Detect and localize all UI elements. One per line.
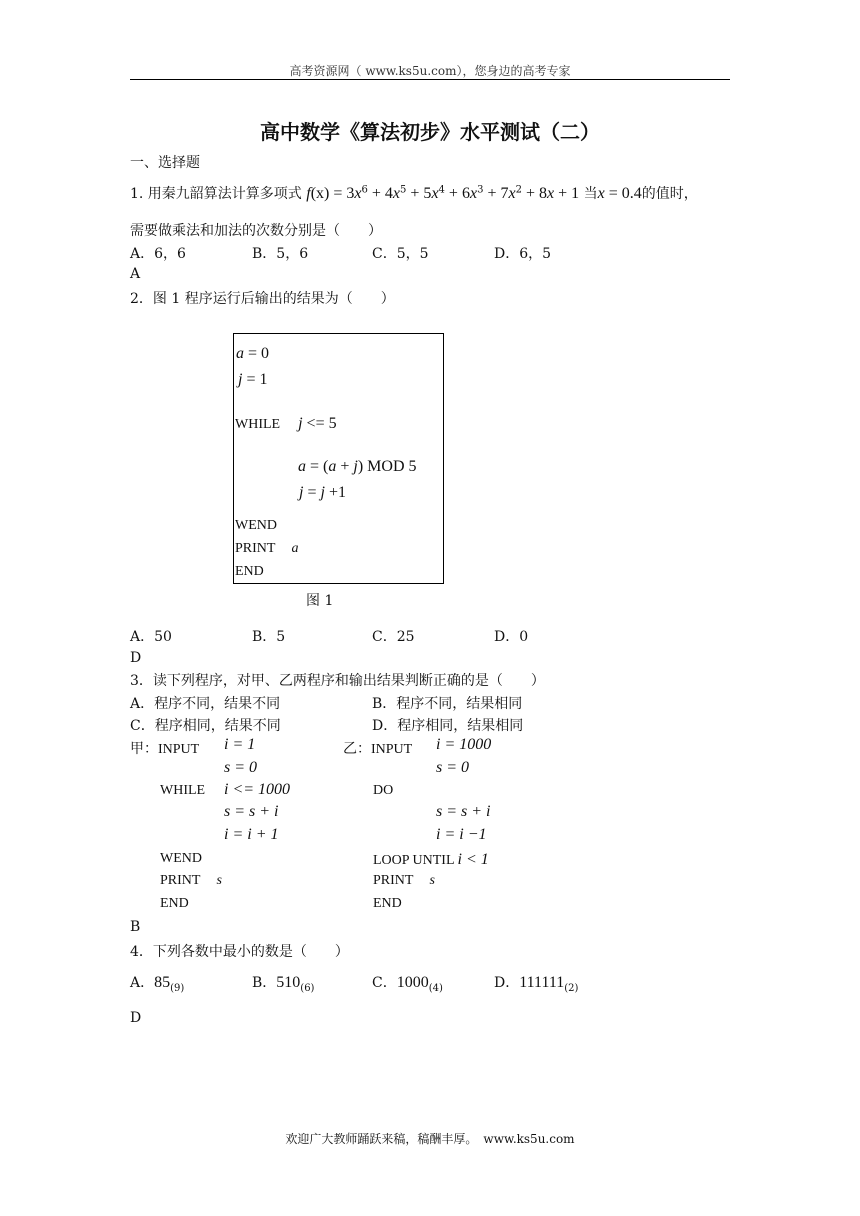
document-title: 高中数学《算法初步》水平测试（二） bbox=[260, 120, 600, 144]
q1-stem bbox=[130, 183, 698, 203]
option-base: (2) bbox=[564, 982, 579, 994]
yi-line-1: i = 1000 bbox=[436, 736, 492, 753]
code-text: +1 bbox=[324, 484, 346, 501]
q1-s1: 6 bbox=[361, 184, 368, 196]
code-keyword: LOOP UNTIL bbox=[373, 853, 455, 868]
option-number: 510 bbox=[276, 974, 301, 991]
q2-option-c: C．25 bbox=[372, 629, 415, 645]
q1-p3: + 6 bbox=[444, 185, 470, 202]
yi-loop-until bbox=[373, 851, 489, 869]
q1-line2: 需要做乘法和加法的次数分别是（ ） bbox=[130, 223, 382, 239]
code-keyword: PRINT bbox=[160, 873, 201, 888]
q1-answer: A bbox=[130, 266, 141, 282]
yi-line-4: s = s + i bbox=[436, 803, 491, 820]
q1-p1: + 4 bbox=[367, 185, 393, 202]
q1-option-a: A．6，6 bbox=[130, 246, 186, 262]
code-text: <= 5 bbox=[302, 415, 337, 432]
q4-option-c bbox=[372, 972, 443, 994]
q1-p4: + 7 bbox=[483, 185, 509, 202]
q4-stem: 4．下列各数中最小的数是（ ） bbox=[130, 944, 349, 960]
code-line-end: END bbox=[235, 564, 264, 579]
q2-answer: D bbox=[130, 650, 142, 666]
q1-option-d: D．6，5 bbox=[494, 246, 552, 262]
code-text: = 0 bbox=[244, 345, 270, 362]
q1-t4: x bbox=[469, 185, 478, 202]
yi-line-5: i = i −1 bbox=[436, 826, 487, 843]
jia-end: END bbox=[160, 896, 189, 911]
section-heading: 一、选择题 bbox=[130, 155, 200, 171]
q4-option-d bbox=[494, 972, 578, 994]
yi-line-2: s = 0 bbox=[436, 759, 470, 776]
code-var: a bbox=[328, 458, 337, 475]
code-text: = 1 bbox=[242, 371, 268, 388]
q2-option-a: A．50 bbox=[130, 629, 172, 645]
code-var: s bbox=[429, 873, 435, 888]
q1-t6: x bbox=[546, 185, 555, 202]
code-text: = bbox=[303, 484, 321, 501]
code-var: a bbox=[291, 541, 299, 556]
q3-stem: 3．读下列程序，对甲、乙两程序和输出结果判断正确的是（ ） bbox=[130, 673, 545, 689]
q1-t2: x bbox=[392, 185, 401, 202]
q3-option-a: A．程序不同，结果不同 bbox=[130, 696, 281, 712]
code-var: j bbox=[238, 371, 243, 388]
yi-print bbox=[373, 873, 435, 889]
q1-t3: x bbox=[431, 185, 439, 202]
code-text: ) MOD 5 bbox=[357, 458, 417, 475]
q3-option-c: C．程序相同，结果不同 bbox=[130, 718, 281, 734]
yi-input-label: 乙：INPUT bbox=[343, 742, 413, 757]
code-var: a bbox=[236, 345, 244, 362]
option-prefix: A． bbox=[130, 975, 155, 991]
jia-input-label: 甲：INPUT bbox=[130, 742, 200, 757]
q1-s3: 4 bbox=[438, 184, 445, 196]
header-rule bbox=[130, 79, 730, 80]
q2-option-b: B．5 bbox=[252, 629, 286, 645]
q3-option-d: D．程序相同，结果相同 bbox=[372, 718, 524, 734]
page-header: 高考资源网（ www.ks5u.com），您身边的高考专家 bbox=[289, 64, 571, 78]
q4-option-a bbox=[130, 972, 184, 994]
option-number: 1000 bbox=[396, 974, 429, 991]
code-text: = ( bbox=[306, 458, 329, 475]
q1-s5: 2 bbox=[515, 184, 522, 196]
jia-line-1: i = 1 bbox=[224, 736, 256, 753]
option-prefix: B． bbox=[252, 975, 277, 991]
option-prefix: D． bbox=[494, 975, 520, 991]
q2-stem: 2．图 1 程序运行后输出的结果为（ ） bbox=[130, 291, 395, 307]
q1-option-b: B．5，6 bbox=[252, 246, 309, 262]
code-var: i < 1 bbox=[457, 851, 489, 868]
jia-wend: WEND bbox=[160, 851, 202, 866]
q1-s4: 3 bbox=[477, 184, 484, 196]
code-line-1 bbox=[236, 345, 269, 363]
q1-text-before: 1. 用秦九韶算法计算多项式 bbox=[130, 186, 302, 202]
q4-answer: D bbox=[130, 1010, 142, 1026]
q1-p5: + 8 bbox=[521, 185, 547, 202]
q4-option-b bbox=[252, 972, 314, 994]
q2-option-d: D．0 bbox=[494, 629, 529, 645]
code-line-wend: WEND bbox=[235, 518, 277, 533]
option-base: (6) bbox=[300, 982, 315, 994]
q1-t5: x bbox=[508, 185, 516, 202]
code-var: j bbox=[353, 458, 358, 475]
option-base: (4) bbox=[428, 982, 443, 994]
code-line-inc bbox=[299, 484, 346, 502]
code-line-2 bbox=[238, 371, 267, 389]
code-line-print bbox=[235, 541, 298, 557]
yi-end: END bbox=[373, 896, 402, 911]
code-text: + bbox=[336, 458, 354, 475]
q1-option-c: C．5，5 bbox=[372, 246, 429, 262]
figure-1-caption: 图 1 bbox=[306, 593, 334, 609]
option-number: 85 bbox=[154, 974, 171, 991]
q1-text-after: 的值时， bbox=[641, 186, 698, 202]
q1-p2: + 5 bbox=[406, 185, 432, 202]
option-number: 111111 bbox=[519, 974, 565, 991]
jia-print bbox=[160, 873, 222, 889]
code-var: j bbox=[298, 415, 303, 432]
q1-eq: = 3 bbox=[329, 185, 355, 202]
jia-line-4: s = s + i bbox=[224, 803, 279, 820]
q1-f: f bbox=[306, 185, 311, 202]
q1-xvar: x bbox=[597, 185, 605, 202]
code-var: a bbox=[298, 458, 306, 475]
q1-p6: + 1 bbox=[554, 185, 580, 202]
q1-when: 当 bbox=[583, 186, 598, 202]
code-line-while bbox=[235, 415, 337, 433]
q3-answer: B bbox=[130, 919, 141, 935]
jia-line-5: i = i + 1 bbox=[224, 826, 279, 843]
code-var: j bbox=[320, 484, 325, 501]
q1-fx: (x) bbox=[310, 185, 330, 202]
code-var: s bbox=[216, 873, 222, 888]
yi-do-kw: DO bbox=[373, 783, 394, 798]
option-prefix: C． bbox=[372, 975, 397, 991]
code-var: j bbox=[299, 484, 304, 501]
q1-s2: 5 bbox=[400, 184, 407, 196]
jia-while-kw: WHILE bbox=[160, 783, 206, 798]
code-line-mod bbox=[298, 458, 417, 476]
q1-xval: = 0.4 bbox=[604, 185, 642, 202]
jia-line-2: s = 0 bbox=[224, 759, 258, 776]
jia-line-3: i <= 1000 bbox=[224, 781, 291, 798]
page-footer: 欢迎广大教师踊跃来稿，稿酬丰厚。 www.ks5u.com bbox=[285, 1132, 575, 1146]
q1-t1: x bbox=[354, 185, 362, 202]
code-keyword: WHILE bbox=[235, 417, 281, 432]
code-keyword: PRINT bbox=[373, 873, 414, 888]
option-base: (9) bbox=[170, 982, 185, 994]
q3-option-b: B．程序不同，结果相同 bbox=[372, 696, 523, 712]
code-keyword: PRINT bbox=[235, 541, 276, 556]
